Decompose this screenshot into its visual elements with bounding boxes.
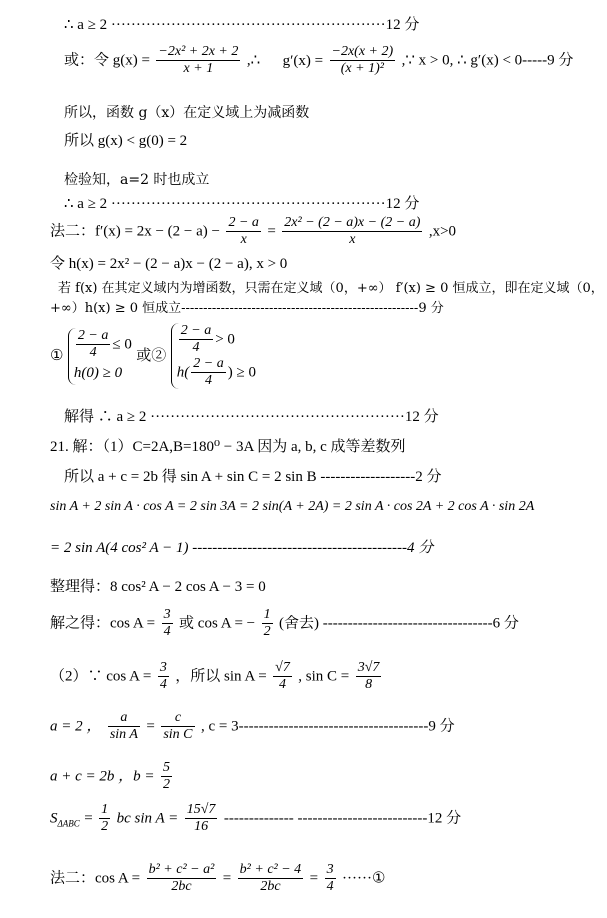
fraction — [238, 862, 304, 895]
text-segment: a + c = 2b ，b = — [50, 768, 155, 785]
text-line: 所以 g(x) < g(0) = 2 — [64, 133, 188, 149]
equation-line: = 2 sin A(4 cos² A − 1) -------------------------------------------4 分 — [50, 540, 434, 556]
brace-system-2 — [171, 323, 256, 389]
text-segment: （2）∵ cos A = — [50, 668, 152, 685]
fraction — [147, 862, 217, 895]
brace-system-1 — [68, 328, 132, 385]
numerator: b² + c² − a² — [147, 862, 217, 879]
fraction — [262, 607, 273, 640]
denominator: 4 — [163, 624, 171, 640]
denominator: 4 — [326, 879, 334, 895]
numerator: 1 — [99, 802, 110, 819]
b-value-line — [50, 760, 174, 793]
denominator: 4 — [204, 373, 212, 389]
result-line-3: 解得 ∴ a ≥ 2 ···················································12 分 — [64, 409, 439, 425]
text-segment: S — [50, 810, 58, 827]
text-segment: h(0) ≥ 0 — [73, 364, 123, 381]
subscript: ΔABC — [57, 818, 80, 829]
text-segment: > 0 — [215, 331, 235, 348]
fraction — [273, 660, 292, 693]
text-segment: 法二：f′(x) = 2x − (2 − a) − — [50, 223, 221, 240]
fraction — [161, 710, 194, 743]
text-segment: ) ≥ 0 — [227, 364, 256, 381]
text-segment: -------------- --------------------------12 分 — [223, 810, 462, 827]
text-segment: , c = 3--------------------------------------9 分 — [200, 718, 455, 735]
denominator: sin C — [163, 727, 193, 743]
fraction — [161, 760, 172, 793]
denominator: 2 — [101, 819, 109, 835]
text-segment: ,x>0 — [428, 223, 457, 240]
denominator: sin A — [109, 727, 138, 743]
fraction — [185, 802, 218, 835]
numerator: −2x² + 2x + 2 — [156, 44, 240, 61]
denominator: 2 — [263, 624, 271, 640]
denominator: 16 — [194, 819, 209, 835]
denominator: 4 — [192, 340, 200, 356]
fraction — [99, 802, 110, 835]
circled-number: ① — [50, 348, 64, 365]
inequality-systems — [50, 323, 256, 389]
text-line: 所以 a + c = 2b 得 sin A + sin C = 2 sin B -------------------2 分 — [64, 469, 442, 485]
numerator: 3 — [158, 660, 169, 677]
numerator: 2 − a — [76, 328, 110, 345]
numerator: −2x(x + 2) — [330, 44, 396, 61]
text-segment: ≤ 0 — [112, 336, 132, 353]
numerator: 3 — [325, 862, 336, 879]
denominator: x — [240, 232, 247, 248]
denominator: 2bc — [171, 879, 192, 895]
denominator: (x + 1)² — [340, 61, 384, 77]
fraction — [226, 215, 260, 248]
text-line: +∞）h(x) ≥ 0 恒成立------------------------------------------------------9 分 — [50, 301, 444, 316]
numerator: 3 — [162, 607, 173, 624]
numerator: 2 − a — [179, 323, 213, 340]
fraction — [191, 356, 225, 389]
text-segment: ，所以 sin A = — [175, 668, 267, 685]
numerator: 5 — [161, 760, 172, 777]
denominator: 4 — [279, 677, 286, 693]
numerator: 2 − a — [191, 356, 225, 373]
method-two-line — [50, 215, 456, 248]
text-line: 令 h(x) = 2x² − (2 − a)x − (2 − a), x > 0 — [50, 256, 288, 272]
equation-line: 整理得：8 cos² A − 2 cos A − 3 = 0 — [50, 579, 266, 595]
text-segment: ,∴ — [246, 52, 261, 69]
fraction — [282, 215, 422, 248]
fraction — [158, 660, 169, 693]
denominator: 4 — [159, 677, 167, 693]
part-two-line — [50, 660, 383, 693]
denominator: 4 — [89, 344, 97, 360]
text-segment: = — [267, 223, 276, 240]
text-segment: (舍去) ----------------------------------6 分 — [279, 615, 519, 632]
text-segment: = — [146, 718, 155, 735]
fraction — [356, 660, 382, 693]
denominator: x + 1 — [183, 61, 214, 77]
text-segment: = — [222, 870, 232, 887]
denominator: 8 — [365, 677, 373, 693]
fraction — [179, 323, 213, 356]
text-segment: ······① — [342, 870, 386, 887]
numerator: 15√7 — [185, 802, 218, 819]
numerator: 1 — [262, 607, 273, 624]
numerator: 2 − a — [226, 215, 260, 232]
fraction — [325, 862, 336, 895]
fraction — [330, 44, 396, 77]
text-line: 检验知，a=2 时也成立 — [64, 172, 210, 188]
numerator: 3√7 — [356, 660, 382, 677]
numerator: c — [161, 710, 194, 727]
numerator: 2x² − (2 − a)x − (2 − a) — [282, 215, 422, 232]
fraction — [162, 607, 173, 640]
text-segment: 或② — [136, 348, 167, 365]
problem-21-line: 21. 解：（1）C=2A,B=180⁰ − 3A 因为 a, b, c 成等差数列 — [50, 439, 406, 455]
text-segment: , sin C = — [298, 668, 350, 685]
result-line-1: ∴ a ≥ 2 ·······················································12 分 — [64, 17, 420, 33]
result-line-2: ∴ a ≥ 2 ·······················································12 分 — [64, 196, 420, 212]
area-line — [50, 802, 461, 835]
derivative-line — [64, 44, 573, 77]
law-of-sines-line — [50, 710, 455, 743]
text-line: 若 f(x) 在其定义域内为增函数，只需在定义域（0，+∞） f′(x) ≥ 0 恒成立，即在定义域（0， — [58, 281, 604, 296]
text-segment: 解之得：cos A = — [50, 615, 156, 632]
equation-line: sin A + 2 sin A · cos A = 2 sin 3A = 2 sin(A + 2A) = 2 sin A · cos 2A + 2 cos A · sin 2A — [50, 499, 535, 514]
text-segment: 法二：cos A = — [50, 870, 141, 887]
text-line: 所以，函数 g（x）在定义域上为减函数 — [64, 105, 310, 121]
denominator: 2bc — [260, 879, 281, 895]
numerator: a — [108, 710, 140, 727]
fraction — [108, 710, 140, 743]
text-segment: ,∵ x > 0, ∴ g′(x) < 0-----9 分 — [401, 52, 574, 69]
text-segment: bc sin A = — [116, 810, 179, 827]
law-of-cosines-line — [50, 862, 385, 895]
denominator: 2 — [162, 777, 170, 793]
denominator: x — [349, 232, 356, 248]
text-segment: 或：令 g(x) = — [64, 52, 150, 69]
text-segment: h( — [176, 364, 190, 381]
fraction — [156, 44, 240, 77]
numerator: b² + c² − 4 — [238, 862, 304, 879]
fraction — [76, 328, 110, 361]
text-segment: g′(x) = — [282, 52, 324, 69]
text-segment: = — [84, 810, 93, 827]
numerator: √7 — [273, 660, 292, 677]
solve-line — [50, 607, 519, 640]
text-segment: a = 2 ， — [50, 718, 102, 735]
text-segment: = — [309, 870, 319, 887]
text-segment: 或 cos A = − — [179, 615, 256, 632]
